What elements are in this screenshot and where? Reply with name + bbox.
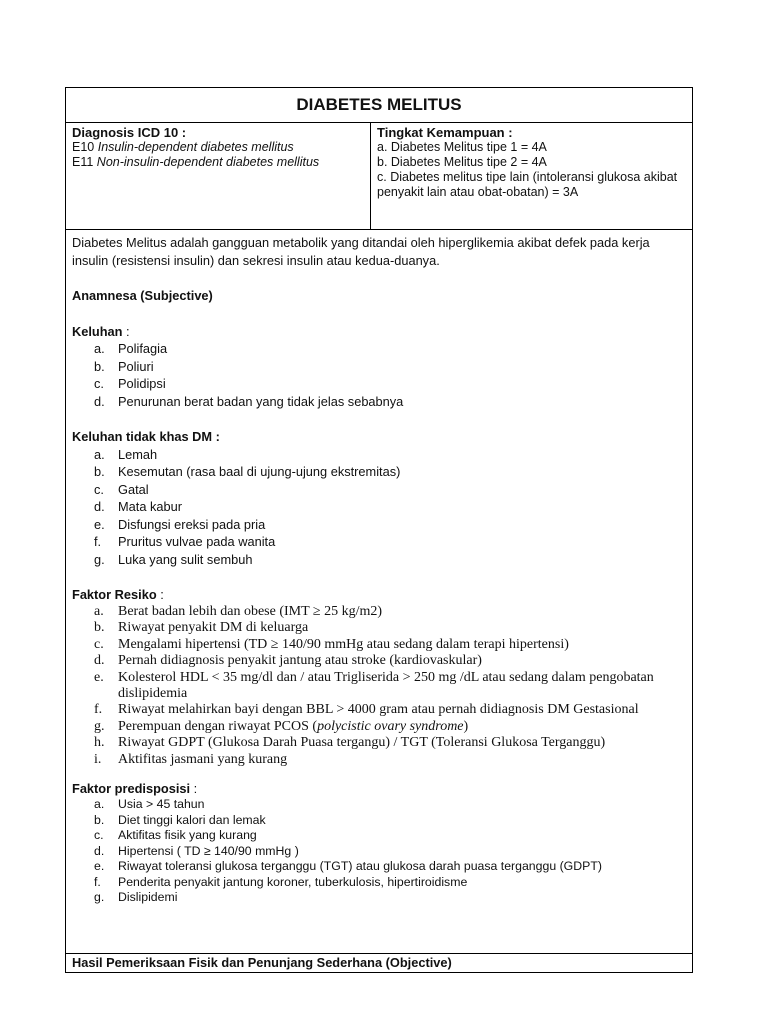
list-text: Perempuan dengan riwayat PCOS (polycistic ovary syndrome)	[118, 718, 469, 734]
list-text: Luka yang sulit sembuh	[118, 551, 253, 567]
diagnosis-line	[72, 155, 364, 170]
list-label: f.	[94, 702, 103, 717]
kemampuan-item: a. Diabetes Melitus tipe 1 = 4A	[377, 140, 547, 154]
list-item	[72, 637, 686, 653]
intro-paragraph: Diabetes Melitus adalah gangguan metabolik yang ditandai oleh hiperglikemia akibat defek pada kerja insulin (resistensi insulin) dan sekresi insulin atau kedua-duanya.	[72, 235, 650, 268]
list-text: Riwayat penyakit DM di keluarga	[118, 620, 309, 635]
list-item	[72, 653, 686, 669]
list-label: f.	[94, 534, 102, 549]
list-text: Gatal	[118, 481, 149, 497]
list-item	[72, 875, 686, 891]
anamnesa-heading: Anamnesa (Subjective)	[72, 288, 213, 303]
list-text: Pernah didiagnosis penyakit jantung atau stroke (kardiovaskular)	[118, 653, 482, 668]
list-label: e.	[94, 669, 104, 685]
page-title: DIABETES MELITUS	[66, 88, 692, 123]
content-body	[66, 230, 692, 910]
list-text: Berat badan lebih dan obese (IMT ≥ 25 kg/m2)	[118, 603, 383, 619]
list-text: Usia > 45 tahun	[118, 797, 205, 811]
list-text: Diet tinggi kalori dan lemak	[118, 812, 266, 827]
list-item	[72, 375, 686, 393]
list-label: a.	[94, 341, 105, 356]
list-item	[72, 890, 686, 906]
list-text: Riwayat GDPT (Glukosa Darah Puasa tergangu) / TGT (Toleransi Glukosa Terganggu)	[118, 735, 606, 750]
list-item	[72, 813, 686, 829]
list-label: c.	[94, 828, 104, 842]
list-item	[72, 735, 686, 751]
icd-code: E10	[72, 140, 98, 154]
list-text: Mengalami hipertensi (TD ≥ 140/90 mmHg atau sedang dalam terapi hipertensi)	[118, 636, 569, 652]
list-text: Kolesterol HDL < 35 mg/dl dan / atau Trigliserida > 250 mg /dL atau sedang dalam pengobatan dislipidemia	[118, 669, 654, 701]
list-text: Polifagia	[118, 341, 168, 356]
list-text: Lemah	[118, 446, 158, 462]
kemampuan-heading: Tingkat Kemampuan :	[377, 125, 513, 140]
list-label: d.	[94, 653, 105, 668]
objective-heading: Hasil Pemeriksaan Fisik dan Penunjang Sederhana (Objective)	[66, 953, 692, 972]
kemampuan-item: c. Diabetes melitus tipe lain (intoleransi glukosa akibat penyakit lain atau obat-obatan) = 3A	[377, 170, 678, 199]
list-text: Riwayat melahirkan bayi dengan BBL > 4000 gram atau pernah didiagnosis DM Gestasional	[118, 702, 639, 717]
list-item	[72, 670, 686, 702]
list-item	[72, 797, 686, 813]
kemampuan-cell	[371, 123, 692, 229]
list-label: d.	[94, 843, 105, 858]
list-label: g.	[94, 890, 105, 904]
icd-code: E11	[72, 155, 97, 169]
list-item	[72, 620, 686, 636]
list-item	[72, 463, 686, 481]
list-label: e.	[94, 859, 105, 873]
list-item	[72, 551, 686, 569]
faktor-resiko-heading: Faktor Resiko :	[72, 587, 164, 602]
icd-text: Non-insulin-dependent diabetes mellitus	[96, 155, 320, 169]
list-text: Aktifitas jasmani yang kurang	[118, 751, 288, 767]
list-label: e.	[94, 516, 105, 532]
diagnosis-heading: Diagnosis ICD 10 :	[72, 125, 187, 140]
list-text: Penderita penyakit jantung koroner, tuberkulosis, hipertiroidisme	[118, 874, 468, 889]
list-item	[72, 844, 686, 860]
diagnosis-cell	[66, 123, 371, 229]
list-item	[72, 719, 686, 735]
keluhan-tidak-khas-heading: Keluhan tidak khas DM :	[72, 429, 220, 444]
list-item	[72, 358, 686, 376]
list-label: a.	[94, 446, 105, 462]
list-text: Hipertensi ( TD ≥ 140/90 mmHg )	[118, 843, 299, 858]
list-label: i.	[94, 751, 102, 767]
faktor-resiko-list	[72, 604, 686, 768]
list-label: d.	[94, 499, 105, 514]
list-text: Aktifitas fisik yang kurang	[118, 828, 257, 842]
header-row	[66, 123, 692, 230]
list-label: f.	[94, 874, 101, 889]
list-item	[72, 393, 686, 411]
document-table	[65, 87, 693, 973]
list-label: c.	[94, 636, 104, 652]
keluhan-tidak-khas-list	[72, 446, 686, 569]
list-text: Kesemutan (rasa baal di ujung-ujung ekstremitas)	[118, 464, 401, 479]
list-label: b.	[94, 812, 105, 827]
list-label: a.	[94, 797, 105, 811]
list-item	[72, 859, 686, 875]
list-item	[72, 828, 686, 844]
icd-text: Insulin-dependent diabetes mellitus	[97, 140, 294, 154]
list-item	[72, 481, 686, 499]
list-text: Pruritus vulvae pada wanita	[118, 534, 276, 549]
list-label: b.	[94, 464, 105, 479]
kemampuan-item: b. Diabetes Melitus tipe 2 = 4A	[377, 155, 547, 169]
list-label: b.	[94, 620, 105, 635]
list-item	[72, 702, 686, 718]
diagnosis-line	[72, 140, 364, 155]
keluhan-heading: Keluhan :	[72, 323, 130, 339]
list-text: Disfungsi ereksi pada pria	[118, 516, 266, 532]
list-label: c.	[94, 481, 104, 497]
list-item	[72, 533, 686, 551]
list-text: Polidipsi	[118, 376, 166, 391]
list-item	[72, 516, 686, 534]
list-text: Dislipidemi	[118, 890, 178, 904]
list-label: g.	[94, 551, 105, 567]
list-text: Riwayat toleransi glukosa terganggu (TGT) atau glukosa darah puasa terganggu (GDPT)	[118, 859, 602, 873]
list-label: a.	[94, 603, 104, 619]
list-text: Mata kabur	[118, 499, 183, 514]
list-label: h.	[94, 735, 105, 750]
list-text: Poliuri	[118, 358, 154, 374]
list-label: g.	[94, 718, 105, 734]
list-item	[72, 752, 686, 768]
list-item	[72, 446, 686, 464]
faktor-predisposisi-heading: Faktor predisposisi :	[72, 780, 198, 796]
list-item	[72, 604, 686, 620]
list-item	[72, 340, 686, 358]
list-label: b.	[94, 358, 105, 374]
list-label: d.	[94, 393, 105, 409]
faktor-predisposisi-list	[72, 797, 686, 906]
list-item	[72, 498, 686, 516]
keluhan-list	[72, 340, 686, 410]
list-text: Penurunan berat badan yang tidak jelas sebabnya	[118, 393, 404, 409]
list-label: c.	[94, 376, 104, 391]
